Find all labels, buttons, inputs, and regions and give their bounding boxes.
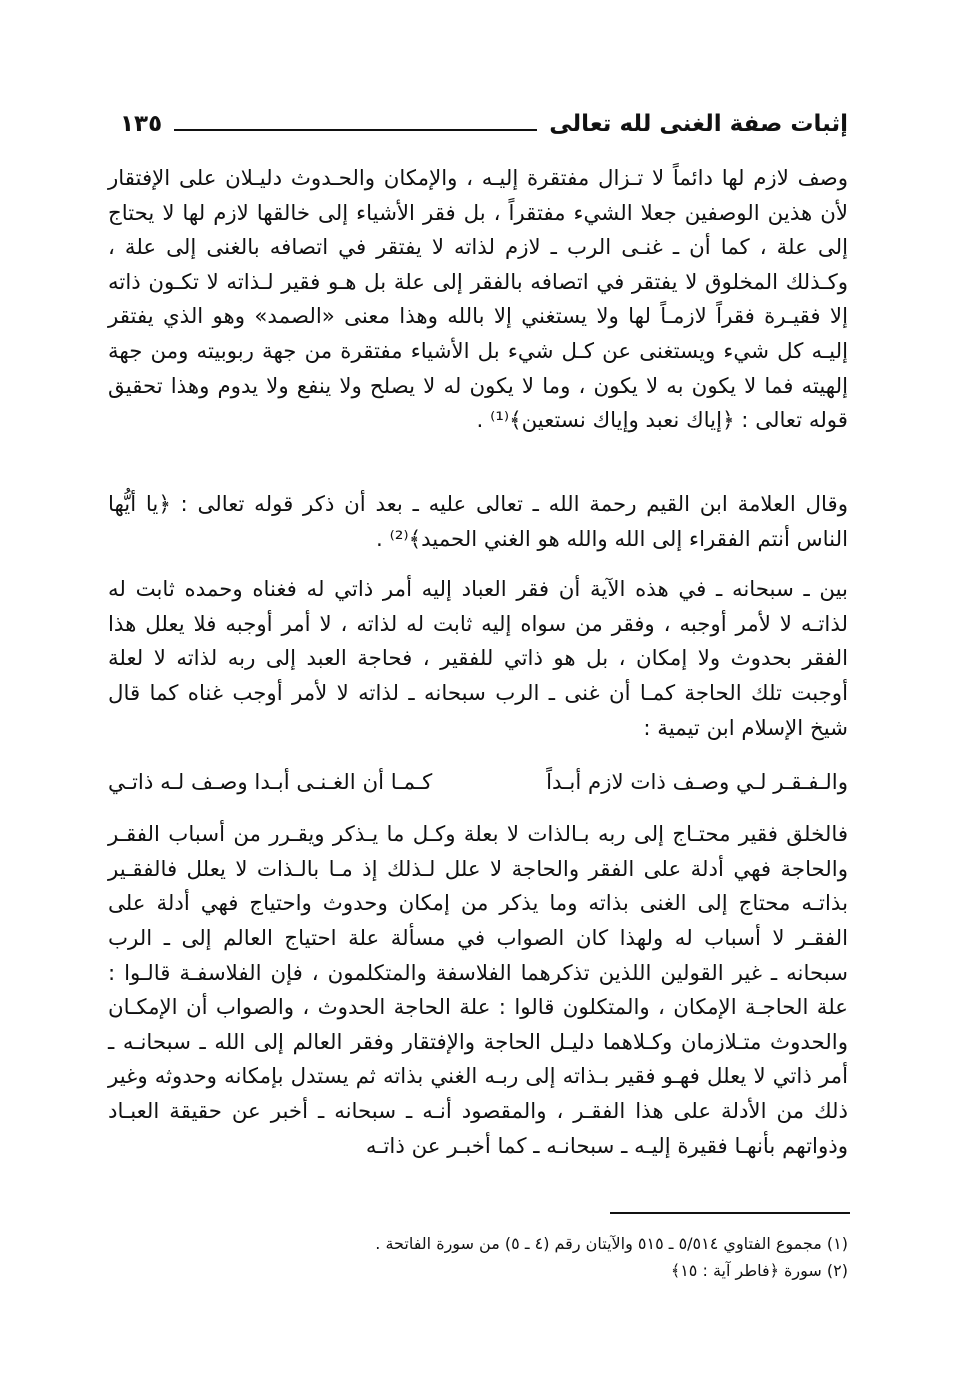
page-number: ١٣٥	[120, 111, 163, 137]
paragraph: وصف لازم لها دائماً لا تـزال مفتقرة إليـه ، والإمكان والحـدوث دليـلان على الإفتقار لأن هذين الوصفين جعلا الشيء مفتقراً ، بل فقر الأشياء إلى خالقها لازم لها لا يحتاج إلى علة ، كما أن ـ غنـى الرب ـ لازم لذاته لا يفتقر في اتصافه بالغنى إلى علة ، وكـذلك المخلوق لا يفتقر في اتصافه بالفقر إلى علة بل هـو فقير لـذاته لا تكـون ذاته إلا فقيـرة فقراً لازمـاً لها ولا يستغني إلا بالله وهذا معنى «الصمد» وهو الذي يفتقر إليـه كل شيء ويستغنى عن كـل شيء بل الأشياء مفتقرة من جهة ربوبيته ومن جهة إلهيته فما لا يكون به لا يكون ، وما لا يكون له لا يصلح ولا ينفع ولا يدوم وهذا تحقيق قوله تعالى : ﴿إياك نعبد وإياك نستعين﴾⁽¹⁾ .	[108, 166, 848, 434]
running-header	[120, 106, 848, 142]
footnotes	[348, 1230, 848, 1284]
paragraph: وقال العلامة ابن القيم رحمة الله ـ تعالى عليه ـ بعد أن ذكر قوله تعالى : ﴿يا أيُّها الناس أنتم الفقراء إلى الله والله هو الغني الحميد﴾⁽²⁾ .	[108, 492, 848, 552]
main-text	[108, 162, 848, 1164]
header-rule	[174, 129, 537, 131]
footnote-divider	[610, 1212, 850, 1214]
footnote: (٢) سورة ﴿فاطر آية : ١٥﴾	[670, 1261, 848, 1280]
footnote: (١) مجموع الفتاوي ٥/٥١٤ ـ ٥١٥ والآيتان رقم (٤ ـ ٥) من سورة الفاتحة .	[375, 1234, 848, 1253]
paragraph: بين ـ سبحانه ـ في هذه الآية أن فقر العباد إليه أمر ذاتي له فغناه وحمده ثابت له لذاتـه لا لأمر أوجبه ، وفقر من سواه إليه ثابت له لذاته ، لا أمر أوجبه فلا يعلل هذا الفقر بحدوث ولا إمكان ، بل هو ذاتي للفقير ، فحاجة العبد إلى ربه لذاته لا لعلة أوجبت تلك الحاجة كمـا أن غنى ـ الرب سبحانه ـ لذاته لا لأمر أوجب غناه كما قال شيخ الإسلام ابن تيمية :	[108, 577, 848, 741]
header-title: إثبات صفة الغنى لله تعالى	[549, 111, 848, 137]
poetry-verse	[108, 766, 848, 800]
paragraph: فالخلق فقير محتـاج إلى ربه بـالذات لا بعلة وكـل ما يـذكر ويقـرر من أسباب الفقـر والحاجة فهي أدلة على الفقر والحاجة لا علل لـذلك إذ مـا بالـذات لا يعلل فالفقـير بذاتـه محتاج إلى الغنى بذاته وما يذكر من إمكان وحدوث واحتياج فهي أدلة على الفقـر لا أسباب له ولهذا كان الصواب في مسألة علة احتياج العالم إلى ـ الرب سبحانه ـ غير القولين اللذين تذكرهما الفلاسفة والمتكلمون ، فإن الفلاسفـة قالـوا : علة الحاجـة الإمكان ، والمتكلون قالوا : علة الحاجة الحدوث ، والصواب أن الإمكـان والحدوث متـلازمان وكـلاهما دليـل الحاجة والإفتقار وفقر العالم إلى الله ـ سبحانـه ـ أمر ذاتي لا يعلل فهـو فقير بـذاته إلى ربـه الغني بذاته ثم يستدل بإمكانه وحدوثه وغير ذلك من الأدلة على هذا الفقـر ، والمقصود أنـه ـ سبحانه ـ أخبر عن حقيقة العبـاد وذواتهم بأنهـا فقيرة إليـه ـ سبحانـه ـ كما أخبـر عن ذاتـه	[108, 822, 848, 1159]
verse-second-hemistich: كـمـا أن الغـنـى أبـدا وصـف لـه ذاتـي	[108, 770, 433, 796]
verse-first-hemistich: والـفـقـر لـي وصـف ذات لازم أبـداً	[546, 770, 848, 796]
